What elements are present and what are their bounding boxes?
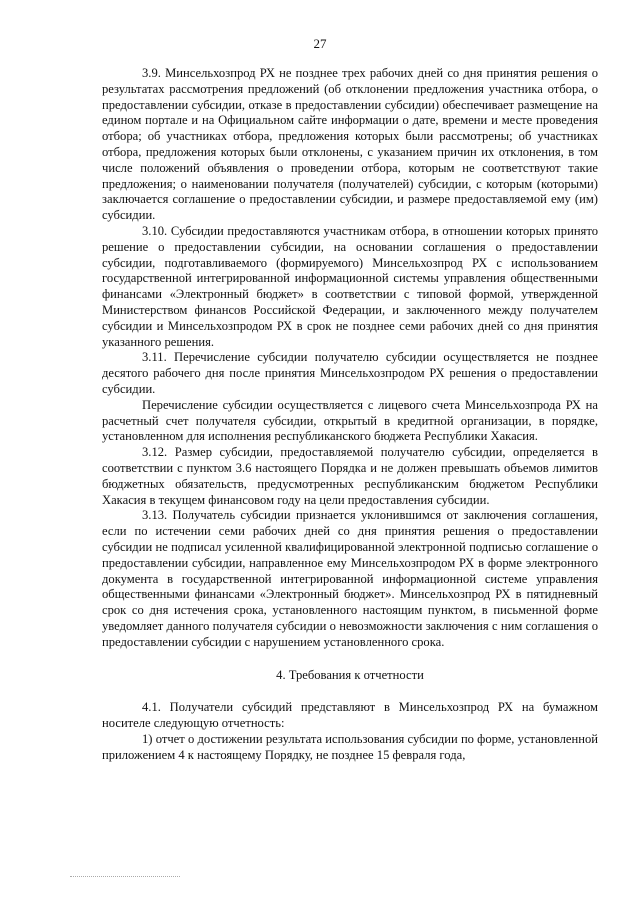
page-number: 27	[313, 36, 327, 51]
scan-artifact-divider	[70, 876, 180, 878]
paragraph-4-1: 4.1. Получатели субсидий представляют в Минсельхозпрод РХ на бумажном носителе следующую отчетность:	[102, 700, 598, 731]
paragraph-3-13: 3.13. Получатель субсидии признается уклонившимся от заключения соглашения, если по истечении семи рабочих дней со дня принятия решения о предоставлении субсидии не подписал усиленной квалифицированной электронной подписью соглашение о предоставлении субсидии, направленное ему Минсельхозпродом РХ в форме электронного документа в государственной интегрированной информационной системе управления общественными финансами «Электронный бюджет». Минсельхозпрод РХ в пятидневный срок со дня истечения срока, установленного настоящим пунктом, в письменной форме уведомляет данного получателя субсидии о невозможности заключения с ним соглашения о предоставлении субсидии с нарушением установленного срока.	[102, 508, 598, 649]
paragraph-3-11: 3.11. Перечисление субсидии получателю субсидии осуществляется не позднее десятого рабочего дня после принятия Минсельхозпродом РХ решения о предоставлении субсидии.	[102, 350, 598, 396]
paragraph-4-1-item-1: 1) отчет о достижении результата использования субсидии по форме, установленной приложением 4 к настоящему Порядку, не позднее 15 февраля года,	[102, 731, 598, 762]
paragraph-3-9: 3.9. Минсельхозпрод РХ не позднее трех рабочих дней со дня принятия решения о результатах рассмотрения предложений (об отклонении предложения участника отбора, о предоставлении субсидии, отказе в предоставлении субсидии) обеспечивает размещение на едином портале и на Официальном сайте информации о дате, времени и месте проведения отбора; об участниках отбора, предложения которых были рассмотрены; об участниках отбора, предложения которых были отклонены, с указанием причин их отклонения, в том числе положений объявления о проведении отбора, которым не соответствуют такие предложения; о наименовании получателя (получателей) субсидии, с которым (которыми) заключается соглашение о предоставлении субсидии, и размере предоставляемой ему (им) субсидии.	[102, 66, 598, 223]
document-body	[102, 66, 598, 763]
paragraph-transfer: Перечисление субсидии осуществляется с лицевого счета Минсельхозпрода РХ на расчетный счет получателя субсидии, открытый в кредитной организации, в порядке, установленном для исполнения республиканского бюджета Республики Хакасия.	[102, 397, 598, 444]
paragraph-3-12: 3.12. Размер субсидии, предоставляемой получателю субсидии, определяется в соответствии с пунктом 3.6 настоящего Порядка и не должен превышать объемов лимитов бюджетных обязательств, предусмотренных республиканским бюджетом Республики Хакасия в текущем финансовом году на цели предоставления субсидии.	[102, 445, 598, 507]
section-heading: 4. Требования к отчетности	[276, 668, 424, 683]
paragraph-3-10: 3.10. Субсидии предоставляются участникам отбора, в отношении которых принято решение о предоставлении субсидии, на основании соглашения о предоставлении субсидии, подготавливаемого (формируемого) Минсельхозпрод РХ с использованием государственной интегрированной информационной системы управления общественными финансами «Электронный бюджет» в соответствии с типовой формой, утвержденной Министерством финансов Российской Федерации, и заключенного между получателем субсидии и Минсельхозпродом РХ в срок не позднее семи рабочих дней со дня принятия указанного решения.	[102, 223, 598, 349]
